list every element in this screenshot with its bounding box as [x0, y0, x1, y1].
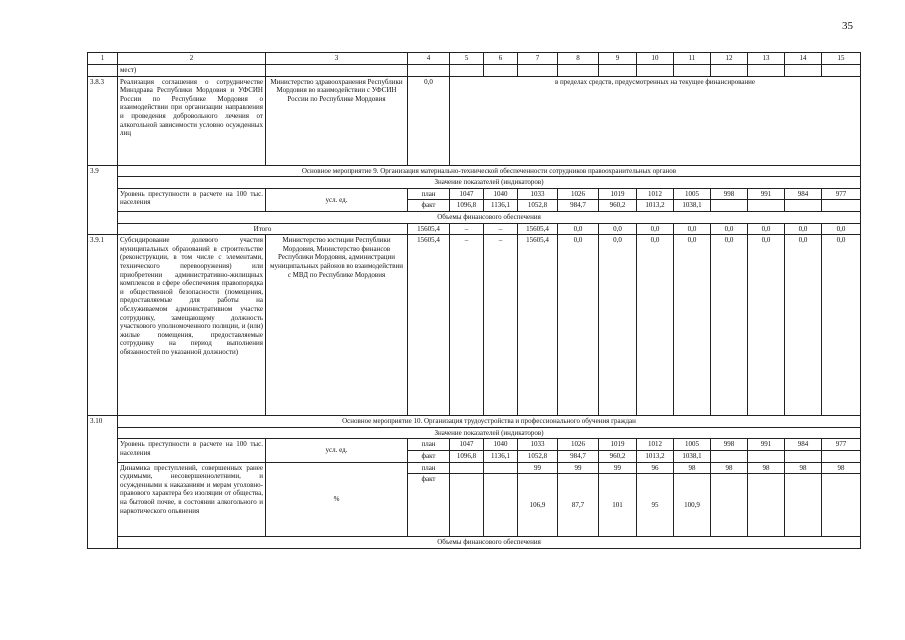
fact-value: 87,7 [558, 474, 599, 537]
indicator-plan-row [88, 462, 861, 474]
total-value: 0,0 [637, 223, 674, 235]
funding-value: 0,0 [748, 235, 785, 416]
indicator-plan-row [88, 188, 861, 200]
plan-value: 984 [785, 439, 822, 451]
section-3-10 [88, 416, 861, 428]
funding-value: 0,0 [674, 235, 711, 416]
fact-value: 1038,1 [674, 450, 711, 462]
fact-value: 984,7 [558, 200, 599, 212]
plan-value [484, 462, 518, 474]
plan-value: 1012 [637, 439, 674, 451]
funding-value: 0,0 [637, 235, 674, 416]
fact-value [822, 450, 861, 462]
plan-value: 96 [637, 462, 674, 474]
fact-value: 1096,8 [450, 200, 484, 212]
total-value: 0,0 [711, 223, 748, 235]
fact-value [711, 450, 748, 462]
row-3-8-3 [88, 76, 861, 165]
fact-value: 1038,1 [674, 200, 711, 212]
funding-value: 0,0 [599, 235, 637, 416]
funding-value: 0,0 [785, 235, 822, 416]
plan-value: 98 [822, 462, 861, 474]
indicator-name: Динамика преступлений, совершенных ранее судимыми, несовершеннолетними, и осужденными к наказаниям и мерам уголовно-правового характера без изоляции от общества, на бытовой почве, в состоянии алкогольного и наркотического опьянения [118, 462, 266, 537]
executor-text: Министерство здравоохранения Республики Мордовия во взаимодействии с УФСИН России по Республике Мордовия [266, 76, 408, 165]
fact-value [748, 200, 785, 212]
funding-value: 15605,4 [408, 235, 450, 416]
continuation-text: мест) [118, 65, 266, 77]
funding-value: 0,0 [711, 235, 748, 416]
executor-text: Министерство юстиции Республики Мордовия, Министерство финансов Республики Мордовия, администрации муниципальных районов во взаимодействии с МВД по Республике Мордовия [266, 235, 408, 416]
activity-text: Субсидирование долевого участия муниципальных образований в строительстве (реконструкции, в том числе с элементами, технического перевооружения) или приобретении административно-жилищных комплексов в сфере обеспечения правопорядка и общественной безопасности (помещения, предоставляемые для работы на обслуживаемом административном участке сотруднику, замещающему должность участкового уполномоченного полиции, и (или) жилые помещения, предоставляемые сотруднику на период выполнения обязанностей по указанной должности) [118, 235, 266, 416]
plan-value: 1019 [599, 439, 637, 451]
section-title: Основное мероприятие 9. Организация материально-технической обеспеченности сотрудников правоохранительных органов [118, 165, 861, 177]
fact-value [484, 474, 518, 537]
col-num: 5 [450, 53, 484, 65]
plan-label: план [408, 439, 450, 451]
plan-value: 1047 [450, 188, 484, 200]
finance-header: Объемы финансового обеспечения [118, 211, 861, 223]
fact-value [711, 474, 748, 537]
col-num: 7 [518, 53, 558, 65]
fact-value [748, 474, 785, 537]
fact-value: 1052,8 [518, 450, 558, 462]
section-title: Основное мероприятие 10. Организация трудоустройства и профессионального обучения граждан [118, 416, 861, 428]
fact-value: 100,9 [674, 474, 711, 537]
plan-value: 1026 [558, 188, 599, 200]
row-number: 3.9 [88, 165, 118, 235]
fact-value [785, 200, 822, 212]
total-value: – [450, 223, 484, 235]
plan-value: 1033 [518, 439, 558, 451]
fact-value: 960,2 [599, 450, 637, 462]
plan-value: 1033 [518, 188, 558, 200]
continuation-row [88, 65, 861, 77]
fact-value [822, 200, 861, 212]
fact-value [748, 450, 785, 462]
col-num: 8 [558, 53, 599, 65]
fact-value: 1052,8 [518, 200, 558, 212]
indicators-header-row [88, 427, 861, 439]
total-label: Итого [118, 223, 408, 235]
col-num: 11 [674, 53, 711, 65]
col-num: 4 [408, 53, 450, 65]
funding-value: – [484, 235, 518, 416]
plan-value: 991 [748, 439, 785, 451]
program-table [87, 52, 861, 549]
row-3-9-1 [88, 235, 861, 416]
row-number: 3.9.1 [88, 235, 118, 416]
funding-value: 0,0 [558, 235, 599, 416]
fact-value: 1136,1 [484, 200, 518, 212]
fact-value: 984,7 [558, 450, 599, 462]
total-value: 0,0 [748, 223, 785, 235]
plan-value: 98 [785, 462, 822, 474]
column-number-row [88, 53, 861, 65]
col-num: 14 [785, 53, 822, 65]
plan-value: 1005 [674, 188, 711, 200]
finance-header: Объемы финансового обеспечения [118, 537, 861, 549]
plan-value: 98 [674, 462, 711, 474]
plan-value: 984 [785, 188, 822, 200]
indicators-header: Значение показателей (индикаторов) [118, 427, 861, 439]
fact-value [450, 474, 484, 537]
plan-value: 991 [748, 188, 785, 200]
indicators-header-row [88, 177, 861, 189]
plan-value: 1040 [484, 188, 518, 200]
plan-value: 99 [599, 462, 637, 474]
col-num: 2 [118, 53, 266, 65]
indicator-name: Уровень преступности в расчете на 100 тыс. населения [118, 188, 266, 211]
fact-label: факт [408, 474, 450, 537]
total-value: – [484, 223, 518, 235]
indicator-plan-row [88, 439, 861, 451]
plan-value: 1005 [674, 439, 711, 451]
funding-value: 15605,4 [518, 235, 558, 416]
fact-value: 101 [599, 474, 637, 537]
indicator-unit: усл. ед. [266, 439, 408, 462]
total-value: 0,0 [599, 223, 637, 235]
finance-header-row [88, 211, 861, 223]
col-num: 9 [599, 53, 637, 65]
fact-value [822, 474, 861, 537]
plan-value [450, 462, 484, 474]
plan-value: 998 [711, 188, 748, 200]
fact-value: 960,2 [599, 200, 637, 212]
fact-value: 1096,8 [450, 450, 484, 462]
page-number: 35 [842, 20, 853, 32]
col-num: 1 [88, 53, 118, 65]
plan-value: 1040 [484, 439, 518, 451]
plan-label: план [408, 188, 450, 200]
row-number: 3.10 [88, 416, 118, 549]
plan-value: 1019 [599, 188, 637, 200]
col-num: 15 [822, 53, 861, 65]
total-value: 0,0 [785, 223, 822, 235]
plan-value: 1047 [450, 439, 484, 451]
plan-value: 998 [711, 439, 748, 451]
activity-text: Реализация соглашения о сотрудничестве Минздрава Республики Мордовия и УФСИН России по Республике Мордовия о взаимодействии при организации направления и проведения добровольного лечения от алкогольной зависимости условно осужденных лиц [118, 76, 266, 165]
indicator-name: Уровень преступности в расчете на 100 тыс. населения [118, 439, 266, 462]
fact-value [711, 200, 748, 212]
fact-value [785, 474, 822, 537]
indicator-unit: % [266, 462, 408, 537]
plan-value: 1012 [637, 188, 674, 200]
funding-value: 0,0 [408, 76, 450, 165]
plan-label: план [408, 462, 450, 474]
finance-header-row [88, 537, 861, 549]
fact-value: 106,9 [518, 474, 558, 537]
total-value: 15605,4 [408, 223, 450, 235]
funding-value: – [450, 235, 484, 416]
funding-value: 0,0 [822, 235, 861, 416]
indicators-header: Значение показателей (индикаторов) [118, 177, 861, 189]
total-value: 0,0 [822, 223, 861, 235]
fact-label: факт [408, 450, 450, 462]
total-value: 15605,4 [518, 223, 558, 235]
fact-label: факт [408, 200, 450, 212]
plan-value: 977 [822, 188, 861, 200]
plan-value: 98 [748, 462, 785, 474]
indicator-unit: усл. ед. [266, 188, 408, 211]
plan-value: 977 [822, 439, 861, 451]
total-row [88, 223, 861, 235]
plan-value: 1026 [558, 439, 599, 451]
section-3-9 [88, 165, 861, 177]
total-value: 0,0 [674, 223, 711, 235]
plan-value: 99 [518, 462, 558, 474]
col-num: 12 [711, 53, 748, 65]
col-num: 10 [637, 53, 674, 65]
fact-value [785, 450, 822, 462]
fact-value: 95 [637, 474, 674, 537]
plan-value: 98 [711, 462, 748, 474]
fact-value: 1013,2 [637, 200, 674, 212]
col-num: 13 [748, 53, 785, 65]
fact-value: 1013,2 [637, 450, 674, 462]
col-num: 6 [484, 53, 518, 65]
funding-note: в пределах средств, предусмотренных на текущее финансирование [450, 76, 861, 165]
row-number: 3.8.3 [88, 76, 118, 165]
plan-value: 99 [558, 462, 599, 474]
total-value: 0,0 [558, 223, 599, 235]
col-num: 3 [266, 53, 408, 65]
fact-value: 1136,1 [484, 450, 518, 462]
